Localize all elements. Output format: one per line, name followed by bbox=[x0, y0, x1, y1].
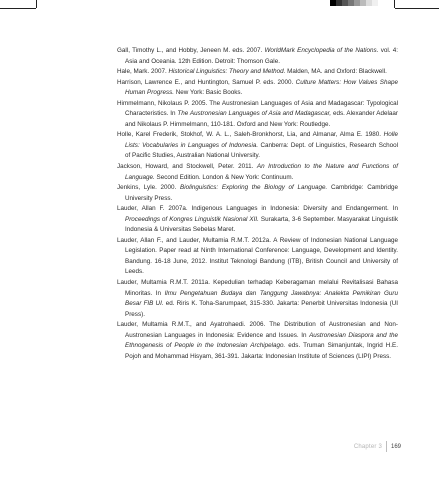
reference-entry bbox=[117, 99, 398, 131]
print-color-bar bbox=[330, 0, 378, 6]
ref-text: Himmelmann, Nikolaus P. 2005. The Austronesian Languages of Asia and Madagascar: Typological Characteristics. In bbox=[117, 99, 398, 118]
ref-text: Jenkins, Lyle. 2000. bbox=[117, 184, 180, 192]
ref-text: Hale, Mark. 2007. bbox=[117, 68, 169, 76]
ref-text: Canberra: Dept. of Linguistics, Research School of Pacific Studies, Australian National University. bbox=[125, 141, 398, 160]
ref-title: Holle Lists: Vocabularies in Languages of Indonesia. bbox=[125, 131, 398, 149]
ref-text: eds. Truman Simanjuntak, Ingrid H.E. Pojoh and Mohammad Hisyam, 361-391. Jakarta: Indonesian Institute of Sciences (LIPI) Press. bbox=[125, 342, 398, 360]
ref-title: Historical Linguistics: Theory and Method. bbox=[168, 68, 286, 76]
ref-text: Second Edition. London & New York: Continuum. bbox=[154, 173, 294, 181]
ref-text: Holle, Karel Frederik, Stokhof, W. A. L., Saleh-Bronkhorst, Lia, and Almanar, Alma E. 1980. bbox=[117, 131, 384, 139]
crop-mark-top-right bbox=[395, 0, 439, 9]
page-footer bbox=[354, 441, 401, 452]
ref-text: eds. Alexander Adelaar and Nikolaus P. Himmelmann, 110-181. Oxford and New York: Routledge. bbox=[125, 110, 399, 128]
ref-text: Cambridge: Cambridge University Press. bbox=[125, 184, 398, 202]
ref-text: Lauder, Multamia R.M.T. 2011a. Kepedulian terhadap Keberagaman melalui Revitalisasi Bahasa Minoritas. In bbox=[117, 279, 398, 297]
reference-entry bbox=[117, 46, 398, 67]
crop-mark-top-left bbox=[0, 0, 36, 9]
ref-text: Lauder, Allan F. 2007a. Indigenous Languages in Indonesia: Diversity and Endangerment. In bbox=[117, 205, 398, 213]
ref-text: ed. Riris K. Toha-Sarumpaet, 315-330. Jakarta: Penerbit Universitas Indonesia (UI Press). bbox=[125, 300, 398, 318]
ref-title: The Austronesian Languages of Asia and Madagascar, bbox=[177, 110, 332, 118]
chapter-label: Chapter 3 bbox=[353, 443, 382, 450]
crop-mark-top-left-tick bbox=[36, 0, 37, 8]
page-number: 169 bbox=[390, 443, 401, 450]
ref-text: Lauder, Multamia R.M.T., and Ayatrohaedi. 2006. The Distribution of Austronesian and Non-Austronesian Languages in Indonesia: Evidence and Issues. In bbox=[117, 321, 398, 339]
reference-entry bbox=[117, 183, 398, 204]
ref-title: Austronesian Diaspora and the Ethnogenesis of People in the Indonesian Archipelago. bbox=[125, 331, 399, 350]
reference-entry bbox=[117, 130, 398, 162]
reference-entry bbox=[117, 78, 398, 99]
reference-list bbox=[117, 46, 398, 362]
ref-title: WorldMark Encyclopedia of the Nations. bbox=[264, 47, 379, 54]
ref-text: Gall, Timothy L., and Hobby, Jeneen M. eds. 2007. bbox=[117, 47, 265, 54]
ref-title: Proceedings of Kongres Linguistik Nasional XII. bbox=[125, 215, 259, 223]
color-swatch bbox=[372, 0, 378, 6]
ref-title: Culture Matters: How Values Shape Human Progress. bbox=[125, 78, 398, 97]
ref-text: Jackson, Howard, and Stockwell, Peter. 2011. bbox=[117, 163, 257, 171]
ref-text: Surakarta, 3-6 September. Masyarakat Linguistik Indonesia & Universitas Sebelas Maret. bbox=[125, 215, 398, 234]
footer-divider bbox=[386, 441, 387, 452]
ref-text: Harrison, Lawrence E., and Huntington, Samuel P. eds. 2000. bbox=[117, 78, 296, 86]
ref-text: Lauder, Allan F., and Lauder, Multamia R.M.T. 2012a. A Review of Indonesian National Language Legislation. Paper read at Ninth International Conference: Language, Development and Identity. Bandung. 16-18 June, 2012. Institut Teknologi Bandung (ITB), British Council and University of Leeds. bbox=[117, 236, 398, 276]
reference-entry bbox=[117, 278, 398, 320]
ref-title: Ilmu Pengetahuan Budaya dan Tanggung Jawabnya: Analekta Pemikiran Guru Besar FIB UI. bbox=[125, 289, 398, 308]
reference-entry bbox=[117, 236, 398, 278]
ref-text: Malden, MA. and Oxford: Blackwell. bbox=[285, 68, 387, 76]
ref-text: New York: Basic Books. bbox=[174, 89, 243, 97]
reference-entry bbox=[117, 67, 398, 78]
reference-entry bbox=[117, 162, 398, 183]
ref-title: An Introduction to the Nature and Functions of Language. bbox=[125, 163, 398, 181]
reference-entry bbox=[117, 204, 398, 236]
ref-title: Biolinguistics: Exploring the Biology of Language. bbox=[180, 184, 328, 192]
ref-text: vol. 4: Asia and Oceania. 12th Edition. Detroit: Thomson Gale. bbox=[125, 47, 398, 65]
reference-entry bbox=[117, 320, 398, 362]
